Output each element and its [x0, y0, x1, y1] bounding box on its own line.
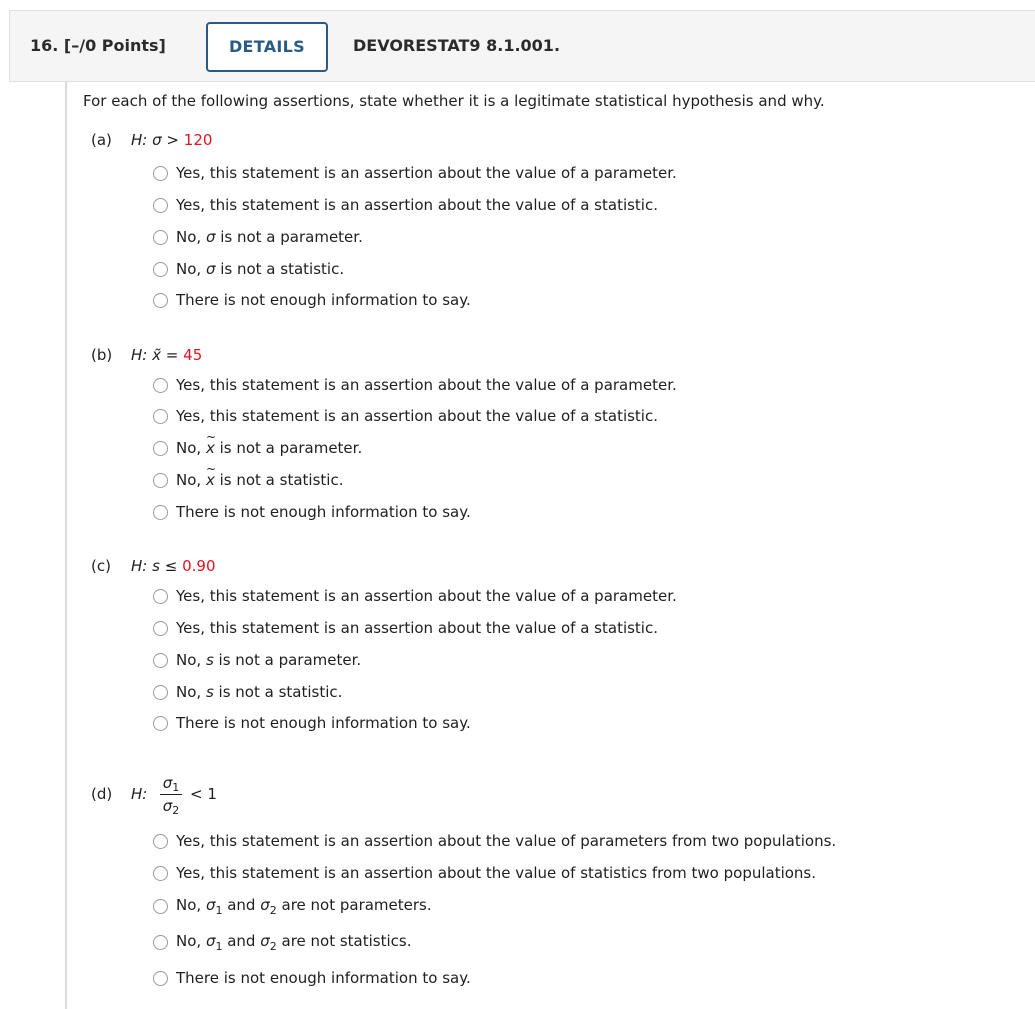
option-c-3[interactable]: No, s is not a parameter. — [153, 649, 361, 671]
question-left-border — [65, 82, 67, 1009]
hypothesis-value: 120 — [183, 131, 213, 149]
radio-button[interactable] — [153, 198, 168, 213]
radio-button[interactable] — [153, 262, 168, 277]
question-header — [9, 10, 1035, 82]
radio-button[interactable] — [153, 378, 168, 393]
sigma-ratio-fraction: $\sigma_1$ $\sigma_2$ — [160, 773, 182, 816]
option-d-4[interactable]: No, $\sigma_1$ and $\sigma_2$ are not statistics. — [153, 931, 412, 953]
radio-button[interactable] — [153, 505, 168, 520]
option-a-4[interactable]: No, σ is not a statistic. — [153, 258, 344, 280]
option-b-2[interactable]: Yes, this statement is an assertion about the value of a statistic. — [153, 405, 658, 427]
option-a-2[interactable]: Yes, this statement is an assertion about the value of a statistic. — [153, 194, 658, 216]
option-d-2[interactable]: Yes, this statement is an assertion about the value of statistics from two populations. — [153, 862, 816, 884]
option-a-5[interactable]: There is not enough information to say. — [153, 289, 471, 311]
option-b-4[interactable]: No, ~ x is not a statistic. — [153, 469, 343, 491]
option-c-2[interactable]: Yes, this statement is an assertion about the value of a statistic. — [153, 617, 658, 639]
radio-button[interactable] — [153, 441, 168, 456]
radio-button[interactable] — [153, 473, 168, 488]
radio-button[interactable] — [153, 653, 168, 668]
question-prompt: For each of the following assertions, state whether it is a legitimate statistical hypothesis and why. — [83, 92, 825, 110]
radio-button[interactable] — [153, 230, 168, 245]
hypothesis-value: 45 — [183, 346, 203, 364]
ratio-comparison: < 1 — [190, 785, 217, 803]
option-d-5[interactable]: There is not enough information to say. — [153, 967, 471, 989]
option-b-5[interactable]: There is not enough information to say. — [153, 501, 471, 523]
hypothesis-value: 0.90 — [182, 557, 216, 575]
hypothesis-c: (c) H: s ≤ 0.90 — [91, 557, 216, 575]
radio-button[interactable] — [153, 899, 168, 914]
radio-button[interactable] — [153, 166, 168, 181]
radio-button[interactable] — [153, 716, 168, 731]
option-d-3[interactable]: No, $\sigma_1$ and $\sigma_2$ are not parameters. — [153, 895, 432, 917]
radio-button[interactable] — [153, 589, 168, 604]
radio-button[interactable] — [153, 971, 168, 986]
option-b-1[interactable]: Yes, this statement is an assertion about the value of a parameter. — [153, 374, 677, 396]
radio-button[interactable] — [153, 409, 168, 424]
option-c-1[interactable]: Yes, this statement is an assertion about the value of a parameter. — [153, 585, 677, 607]
option-c-4[interactable]: No, s is not a statistic. — [153, 681, 342, 703]
option-c-5[interactable]: There is not enough information to say. — [153, 712, 471, 734]
radio-button[interactable] — [153, 293, 168, 308]
fraction-bar — [160, 794, 182, 795]
radio-button[interactable] — [153, 935, 168, 950]
radio-button[interactable] — [153, 866, 168, 881]
hypothesis-a: (a) H: σ > 120 — [91, 131, 213, 149]
radio-button[interactable] — [153, 685, 168, 700]
option-d-1[interactable]: Yes, this statement is an assertion about the value of parameters from two populations. — [153, 830, 836, 852]
option-a-1[interactable]: Yes, this statement is an assertion about the value of a parameter. — [153, 162, 677, 184]
option-b-3[interactable]: No, ~ x is not a parameter. — [153, 437, 362, 459]
option-a-3[interactable]: No, σ is not a parameter. — [153, 226, 363, 248]
hypothesis-d: (d) H: — [91, 785, 148, 803]
radio-button[interactable] — [153, 834, 168, 849]
question-number: 16. [–/0 Points] — [30, 36, 166, 55]
radio-button[interactable] — [153, 621, 168, 636]
problem-code: DEVORESTAT9 8.1.001. — [353, 36, 561, 55]
hypothesis-b: (b) H: x̃ = 45 — [91, 346, 203, 364]
details-button[interactable]: DETAILS — [206, 22, 328, 72]
